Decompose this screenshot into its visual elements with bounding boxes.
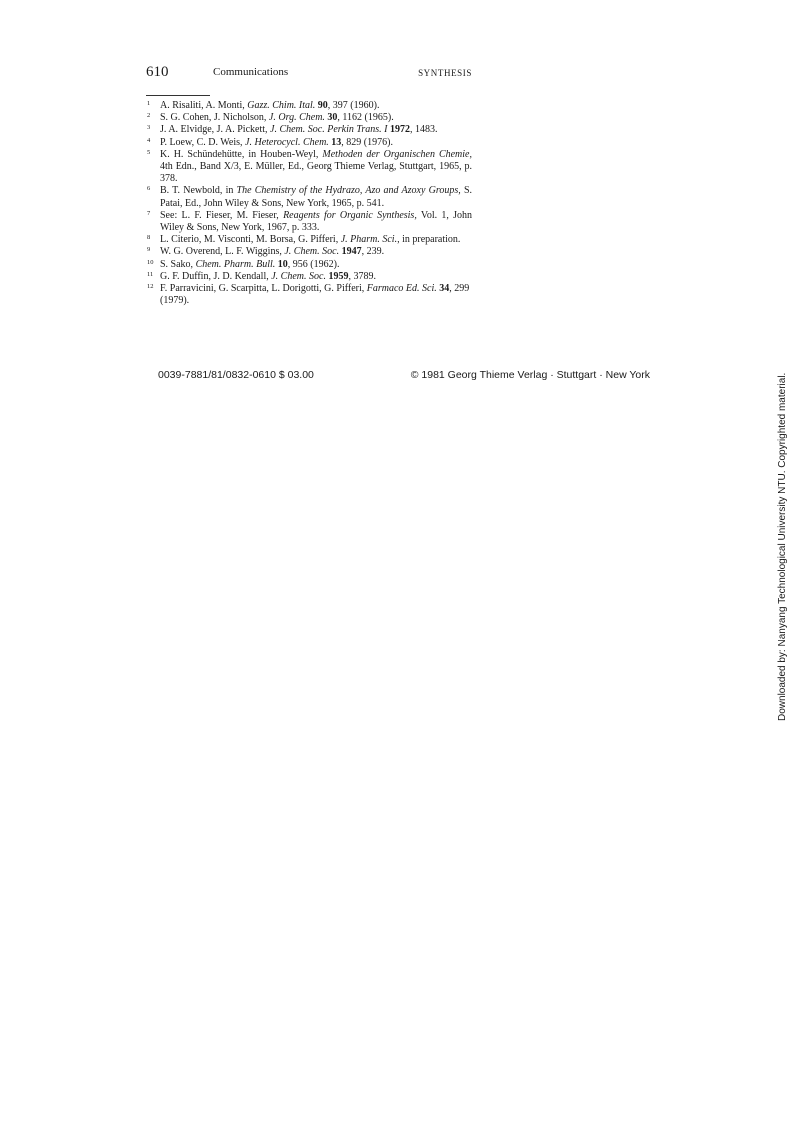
copyright-notice: © 1981 Georg Thieme Verlag · Stuttgart · New York <box>410 369 650 381</box>
reference-text: , 1162 (1965). <box>337 112 394 124</box>
reference-text: Chem. Pharm. Bull. <box>195 258 276 270</box>
reference-list <box>146 100 472 307</box>
download-notice-text: Downloaded by: Nanyang Technological University NTU. Copyrighted material. <box>777 372 788 721</box>
reference-text: S. Patai, Ed., John Wiley & Sons, New York, 1965, p. 541. <box>160 185 472 209</box>
page-header <box>146 64 472 80</box>
reference-text: , 239. <box>361 246 385 258</box>
reference-text: See: L. F. Fieser, M. Fieser, <box>160 209 284 221</box>
page-footer <box>158 369 650 383</box>
reference-text: A. Risaliti, A. Monti, <box>160 100 248 111</box>
reference-item <box>146 149 472 186</box>
reference-text: 34 <box>439 283 450 295</box>
reference-item <box>146 259 472 271</box>
reference-text: , 299 (1979). <box>160 283 470 307</box>
reference-number: 2 <box>147 112 151 120</box>
reference-number: 3 <box>147 124 151 132</box>
reference-text: J. Chem. Soc. <box>271 270 326 282</box>
reference-text: 1972 <box>390 124 410 136</box>
reference-text: W. G. Overend, L. F. Wiggins, <box>160 246 285 258</box>
reference-item <box>146 137 472 149</box>
reference-item <box>146 185 472 209</box>
reference-text: 10 <box>277 258 288 270</box>
reference-text: J. Org. Chem. <box>268 112 325 124</box>
reference-text: Gazz. Chim. Ital. <box>247 100 316 111</box>
reference-item <box>146 246 472 258</box>
reference-text: Methoden der Organischen Chemie, <box>322 148 472 160</box>
reference-number: 7 <box>147 209 151 217</box>
reference-text: S. G. Cohen, J. Nicholson, <box>160 112 269 124</box>
reference-text: L. Citerio, M. Visconti, M. Borsa, G. Pifferi, <box>160 234 341 246</box>
reference-text: in preparation. <box>399 234 461 246</box>
reference-item <box>146 112 472 124</box>
download-watermark <box>776 372 790 721</box>
reference-number: 6 <box>147 185 151 193</box>
article-code: 0039-7881/81/0832-0610 $ 03.00 <box>158 369 314 381</box>
reference-text: K. H. Schündehütte, in Houben-Weyl, <box>160 148 323 160</box>
reference-text: 4th Edn., Band X/3, E. Müller, Ed., Georg Thieme Verlag, Stuttgart, 1965, p. 378. <box>160 161 472 185</box>
reference-number: 1 <box>147 100 151 107</box>
reference-text: G. F. Duffin, J. D. Kendall, <box>160 270 272 282</box>
reference-text: 30 <box>327 112 338 124</box>
reference-text: , 3789. <box>348 270 376 282</box>
reference-text: 90 <box>317 100 328 111</box>
reference-number: 9 <box>147 246 151 254</box>
reference-text: Farmaco Ed. Sci. <box>366 283 437 295</box>
reference-text: J. A. Elvidge, J. A. Pickett, <box>160 124 270 136</box>
reference-text: S. Sako, <box>160 258 196 270</box>
reference-text: The Chemistry of the Hydrazo, Azo and Azoxy Groups, <box>236 185 461 197</box>
reference-item <box>146 210 472 234</box>
reference-item <box>146 124 472 136</box>
reference-item <box>146 283 472 307</box>
reference-text: , 1483. <box>410 124 438 136</box>
reference-text: , 956 (1962). <box>287 258 340 270</box>
reference-text: 1947 <box>341 246 362 258</box>
reference-text: B. T. Newbold, in <box>160 185 237 197</box>
reference-text: , 829 (1976). <box>341 136 393 148</box>
reference-item <box>146 100 472 112</box>
footnote-rule <box>146 95 210 96</box>
page-number: 610 <box>146 64 169 80</box>
reference-text: J. Heterocycl. Chem. <box>245 136 329 148</box>
reference-text: 1959 <box>328 270 349 282</box>
reference-text: , 397 (1960). <box>327 100 380 111</box>
reference-number: 8 <box>147 234 151 242</box>
reference-text: J. Chem. Soc. Perkin Trans. I <box>270 124 388 136</box>
reference-number: 11 <box>147 270 154 278</box>
reference-text: J. Pharm. Sci., <box>340 234 400 246</box>
reference-text: Reagents for Organic Synthesis, <box>283 209 417 221</box>
reference-item <box>146 271 472 283</box>
reference-number: 12 <box>147 283 154 291</box>
reference-number: 5 <box>147 148 151 156</box>
reference-item <box>146 234 472 246</box>
journal-name: SYNTHESIS <box>418 68 472 78</box>
reference-text: 13 <box>331 136 342 148</box>
reference-text: F. Parravicini, G. Scarpitta, L. Dorigotti, G. Pifferi, <box>160 283 367 295</box>
reference-text: P. Loew, C. D. Weis, <box>160 136 246 148</box>
reference-text: J. Chem. Soc. <box>284 246 340 258</box>
section-title: Communications <box>213 66 289 78</box>
reference-number: 4 <box>147 136 151 144</box>
reference-text: Vol. 1, John Wiley & Sons, New York, 1967, p. 333. <box>160 209 472 234</box>
reference-number: 10 <box>147 258 154 266</box>
